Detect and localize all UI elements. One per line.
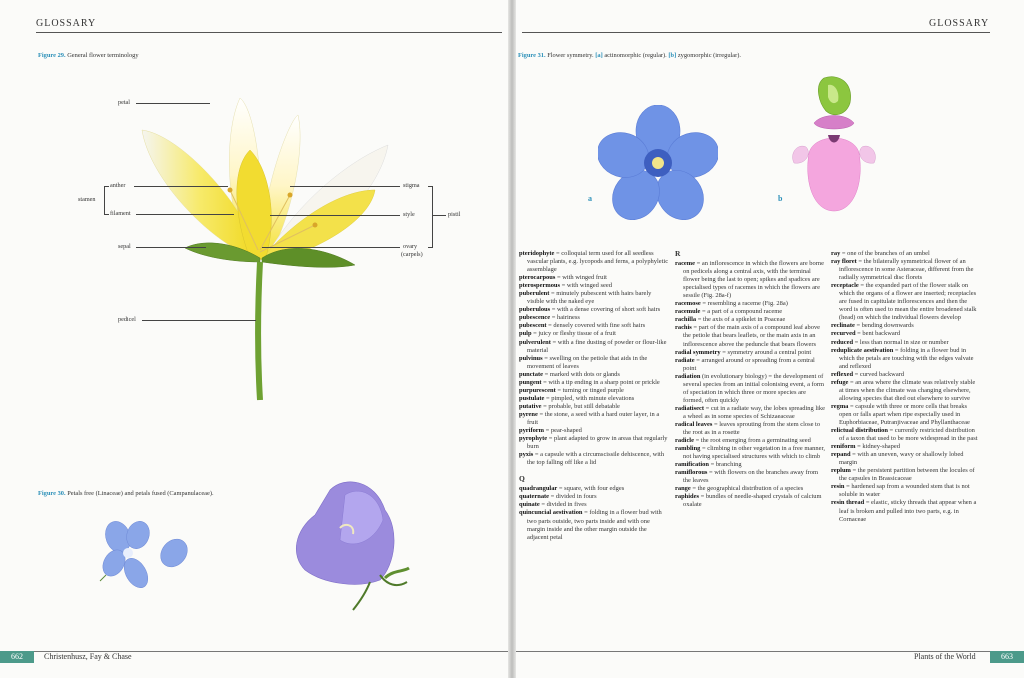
glossary-definition: = the expanded part of the flower stalk on which the organs of a flower are inserted; receptacles are fused in capitulate inflorescences and then the word is often used to mean the entire broadened stalk (head) on which the individual flowers develop	[839, 282, 977, 322]
glossary-term: reduplicate aestivation	[831, 346, 894, 354]
glossary-term: ray floret	[831, 258, 857, 266]
glossary-term: range	[675, 485, 691, 493]
glossary-term: quaternate	[519, 493, 550, 501]
glossary-term: puberulent	[519, 290, 550, 298]
glossary-letter-q: Q	[519, 474, 525, 484]
glossary-entry	[519, 339, 669, 355]
glossary-entry	[831, 347, 981, 371]
glossary-term: pubescent	[519, 322, 547, 330]
glossary-entry	[831, 499, 981, 523]
glossary-definition: = symmetry around a central point	[720, 348, 812, 356]
glossary-definition: = one of the branches of an umbel	[840, 250, 930, 257]
glossary-term: receptacle	[831, 282, 859, 290]
glossary-term: raceme	[675, 260, 696, 268]
glossary-entry	[675, 357, 825, 373]
glossary-entry	[831, 282, 981, 322]
glossary-entry	[675, 405, 825, 421]
label-stamen: stamen	[78, 196, 96, 203]
glossary-entry	[675, 373, 825, 405]
figure30-text: Petals free (Linaceae) and petals fused (Campanulaceae).	[67, 490, 214, 497]
figure31-text-a: actinomorphic (regular).	[604, 52, 667, 59]
glossary-definition: = climbing in other vegetation in a free manner, not having specialised structures with which to climb	[683, 445, 825, 461]
running-head-right: GLOSSARY	[929, 18, 990, 29]
glossary-col1-q-entries	[519, 485, 669, 541]
glossary-entry	[519, 435, 669, 451]
leader-stigma	[290, 186, 400, 187]
glossary-entry	[831, 371, 981, 379]
glossary-term: reflexed	[831, 370, 854, 378]
label-anther: anther	[110, 182, 126, 189]
glossary-definition: = the stone, a seed with a hard outer layer, in a fruit	[527, 410, 660, 426]
glossary-column-1	[519, 250, 669, 542]
label-pistil: pistil	[448, 211, 461, 218]
glossary-definition: = colloquial term used for all seedless vascular plants, e.g. lycopods and ferns, a polyphyletic assemblage	[527, 250, 669, 274]
glossary-entry	[519, 290, 669, 306]
glossary-entry	[519, 485, 669, 493]
glossary-entry	[675, 349, 825, 357]
glossary-entry	[519, 387, 669, 395]
glossary-definition: = with winged fruit	[555, 274, 607, 282]
glossary-term: rambling	[675, 445, 701, 453]
footer-authors: Christenhusz, Fay & Chase	[44, 652, 132, 661]
glossary-entry	[831, 322, 981, 330]
glossary-term: punctate	[519, 370, 543, 378]
glossary-definition: = divided in fours	[549, 493, 597, 501]
glossary-term: pyrene	[519, 410, 538, 418]
glossary-definition: = with a tip ending in a sharp point or prickle	[541, 378, 660, 386]
glossary-entry	[831, 467, 981, 483]
label-ovary: ovary	[403, 243, 418, 250]
glossary-definition: = resembling a raceme (Fig. 28a)	[700, 300, 788, 308]
glossary-definition: = branching	[708, 461, 742, 469]
glossary-definition: = the bilaterally symmetrical flower of an inflorescence in some Asteraceae, different from the radially symmetrical disc florets	[839, 258, 974, 282]
glossary-entry	[519, 379, 669, 387]
glossary-term: purpurescent	[519, 386, 556, 394]
glossary-term: quinate	[519, 501, 540, 509]
glossary-definition: = leaves sprouting from the stem close to the root as in a rosette	[683, 420, 821, 437]
glossary-term: pulverulent	[519, 338, 551, 346]
glossary-entry	[519, 322, 669, 330]
glossary-term: resin thread	[831, 499, 865, 507]
glossary-entry	[519, 427, 669, 435]
glossary-definition: = with a fine dusting of powder or flour-like material	[527, 338, 667, 354]
header-rule-left	[36, 32, 502, 33]
figure31-text-b: zygomorphic (irregular).	[677, 52, 741, 59]
glossary-definition: = with a dense covering of short soft hairs	[550, 306, 661, 314]
glossary-term: quincuncial aestivation	[519, 509, 583, 517]
glossary-definition: = the axis of a spikelet in Poaceae	[696, 316, 786, 324]
glossary-entry	[675, 437, 825, 445]
glossary-entry	[675, 445, 825, 461]
glossary-term: radiate	[675, 356, 695, 364]
glossary-entry	[831, 250, 981, 258]
figure29-text: General flower terminology	[67, 52, 139, 59]
glossary-term: ramiflorous	[675, 469, 708, 477]
glossary-entry	[675, 300, 825, 308]
glossary-entry	[519, 355, 669, 371]
glossary-definition: = square, with four edges	[557, 485, 625, 493]
glossary-definition: = the root emerging from a germinating seed	[693, 437, 811, 445]
glossary-term: pulp	[519, 330, 532, 338]
label-filament: filament	[110, 210, 131, 217]
glossary-definition: = folding in a flower bud with two parts outside, two parts inside and with one margin inside and the other margin outside the adjacent petal	[527, 509, 662, 541]
flower-terminology-illustration	[130, 90, 400, 410]
glossary-definition: = a capsule with a circumscissile dehiscence, with the top falling off like a lid	[527, 451, 665, 467]
glossary-entry	[519, 395, 669, 403]
leader-ovary	[262, 247, 400, 248]
label-sepal: sepal	[118, 243, 131, 250]
figure31-letter-b: b	[778, 194, 783, 203]
glossary-entry	[519, 330, 669, 338]
page-number-left: 662	[0, 651, 34, 663]
glossary-entry	[675, 485, 825, 493]
glossary-entry	[675, 260, 825, 300]
glossary-definition: = densely covered with fine soft hairs	[546, 322, 646, 330]
leader-filament	[136, 214, 234, 215]
glossary-definition: = with winged seed	[560, 282, 612, 290]
glossary-definition: (in evolutionary biology) = the development of several species from an initial colonising event, a form of speciation in which three or more species are formed, often quickly	[683, 372, 825, 404]
glossary-definition: = divided in fives	[539, 501, 587, 509]
figure29-number: Figure 29.	[38, 52, 66, 59]
glossary-entry	[831, 427, 981, 443]
label-carpels: (carpels)	[401, 251, 423, 258]
label-pedicel: pedicel	[118, 316, 136, 323]
glossary-definition: = swelling on the petiole that aids in the movement of leaves	[527, 354, 648, 370]
book-gutter	[508, 0, 516, 678]
glossary-entry	[831, 451, 981, 467]
glossary-term: relictual distribution	[831, 427, 888, 435]
glossary-entry	[519, 282, 669, 290]
glossary-definition: = pear-shaped	[544, 427, 582, 435]
glossary-entry	[519, 411, 669, 427]
glossary-term: pubescence	[519, 314, 551, 322]
glossary-term: puberulous	[519, 306, 551, 314]
glossary-term: resin	[831, 483, 845, 491]
glossary-entry	[831, 443, 981, 451]
running-head-left: GLOSSARY	[36, 18, 97, 29]
leader-pedicel	[142, 320, 256, 321]
glossary-definition: = plant adapted to grow in areas that regularly burn	[527, 435, 668, 451]
glossary-definition: = curved backward	[853, 370, 905, 378]
glossary-definition: = currently restricted distribution of a taxon that used to be more widespread in the past	[839, 427, 978, 443]
glossary-term: refuge	[831, 378, 849, 386]
glossary-term: radiation	[675, 372, 701, 380]
glossary-entry	[519, 509, 669, 541]
actinomorphic-flower-illustration	[598, 105, 718, 220]
glossary-definition: = part of the main axis of a compound leaf above the petiole that bears leaflets, or the main axis in an inflorescence above the peduncle that bears flowers	[683, 324, 821, 348]
glossary-term: putative	[519, 402, 542, 410]
glossary-definition: = the persistent partition between the locules of the capsules in Brassicaceae	[839, 467, 975, 483]
glossary-definition: = cut in a radiate way, the lobes spreading like a wheel as in some species of Schizaeaceae	[683, 404, 825, 420]
glossary-entry	[831, 379, 981, 403]
glossary-definition: = marked with dots or glands	[542, 370, 620, 378]
glossary-entry	[831, 339, 981, 347]
figure29-caption	[38, 52, 139, 59]
glossary-term: pyrophyte	[519, 435, 548, 443]
glossary-entry	[519, 501, 669, 509]
glossary-term: pteridophyte	[519, 250, 555, 257]
glossary-entry	[675, 308, 825, 316]
glossary-definition: = capsule with three or more cells that breaks open or falls apart when ripe especially used in Euphorbiaceae, Putranjivaceae and Phyllanthaceae	[839, 402, 970, 426]
glossary-entry	[519, 250, 669, 274]
glossary-definition: = pimpled, with minute elevations	[544, 394, 635, 402]
glossary-term: rachilla	[675, 316, 697, 324]
glossary-term: pterocarpous	[519, 274, 556, 282]
glossary-term: repand	[831, 451, 851, 459]
glossary-definition: = hairiness	[550, 314, 580, 322]
glossary-term: quadrangular	[519, 485, 558, 493]
header-rule-right	[522, 32, 990, 33]
glossary-term: radical leaves	[675, 420, 713, 428]
zygomorphic-flower-illustration	[784, 73, 884, 218]
glossary-term: pungent	[519, 378, 542, 386]
glossary-term: pyxis	[519, 451, 534, 459]
label-stigma: stigma	[403, 182, 420, 189]
glossary-entry	[519, 314, 669, 322]
glossary-term: racemule	[675, 308, 701, 316]
glossary-term: regma	[831, 402, 849, 410]
glossary-term: radial symmetry	[675, 348, 721, 356]
glossary-definition: = hardened sap from a wounded stem that is not soluble in water	[839, 483, 970, 499]
glossary-definition: = bent backward	[855, 330, 901, 338]
glossary-letter-r: R	[675, 249, 681, 258]
glossary-term: reclinate	[831, 322, 855, 330]
glossary-col1-entries	[519, 250, 669, 467]
glossary-term: racemose	[675, 300, 701, 308]
linaceae-flower-illustration	[96, 515, 196, 595]
glossary-definition: = probable, but still debatable	[541, 402, 620, 410]
campanulaceae-flower-illustration	[285, 470, 415, 615]
bracket-stamen	[104, 186, 105, 214]
figure30-number: Figure 30.	[38, 490, 66, 497]
glossary-definition: = with an uneven, wavy or shallowly lobed margin	[839, 451, 964, 467]
glossary-definition: = minutely pubescent with hairs barely visible with the naked eye	[527, 290, 652, 306]
glossary-entry	[675, 324, 825, 348]
glossary-term: pterospermous	[519, 282, 561, 290]
figure31-label-a: [a]	[595, 52, 603, 59]
figure31-caption	[518, 52, 741, 59]
glossary-term: radiatisect	[675, 404, 704, 412]
glossary-definition: = bundles of needle-shaped crystals of calcium oxalate	[683, 493, 822, 509]
glossary-entry	[831, 403, 981, 427]
figure30-caption	[38, 490, 214, 497]
glossary-term: pustulate	[519, 394, 545, 402]
figure31-letter-a: a	[588, 194, 592, 203]
label-style: style	[403, 211, 415, 218]
figure31-label-b: [b]	[668, 52, 677, 59]
glossary-term: radicle	[675, 437, 694, 445]
glossary-term: ray	[831, 250, 841, 257]
label-petal: petal	[118, 99, 131, 106]
glossary-entry	[519, 493, 669, 501]
glossary-term: rachis	[675, 324, 692, 332]
glossary-term: recurved	[831, 330, 856, 338]
glossary-entry	[675, 316, 825, 324]
glossary-term: raphides	[675, 493, 699, 501]
glossary-term: pyriform	[519, 427, 545, 435]
glossary-definition: = bending downwards	[854, 322, 914, 330]
glossary-definition: = an area where the climate was relatively stable at times when the climate was changing elsewhere, allowing species that died out elsewhere to survive	[839, 378, 976, 402]
figure31-text: Flower symmetry.	[547, 52, 594, 59]
left-page	[0, 0, 508, 678]
glossary-term: ramification	[675, 461, 709, 469]
leader-petal	[136, 103, 210, 104]
glossary-entry	[519, 274, 669, 282]
page-number-right: 663	[990, 651, 1024, 663]
glossary-definition: = an inflorescence in which the flowers are borne on pedicels along a central axis, with the terminal flower being the last to open; spikes and spadices are specialised types of racemes in which the flowers are sessile (Fig. 28a-f)	[683, 260, 824, 300]
glossary-entry	[519, 371, 669, 379]
leader-anther	[134, 186, 228, 187]
glossary-definition: = arranged around or spreading from a central point	[683, 356, 815, 372]
glossary-entry	[519, 403, 669, 411]
glossary-definition: = turning or tinged purple	[555, 386, 624, 394]
glossary-term: pulvinus	[519, 354, 543, 362]
glossary-entry	[831, 258, 981, 282]
glossary-definition: = folding in a flower bud in which the petals are touching with the edges valvate and reflexed	[839, 346, 974, 370]
glossary-definition: = a part of a compound raceme	[700, 308, 783, 316]
glossary-term: replum	[831, 467, 851, 475]
glossary-entry	[675, 469, 825, 485]
glossary-col2-entries	[675, 260, 825, 509]
leader-style	[270, 215, 400, 216]
glossary-entry	[675, 421, 825, 437]
glossary-col3-entries	[831, 250, 981, 524]
footer-title: Plants of the World	[914, 652, 976, 661]
glossary-entry	[831, 483, 981, 499]
bracket-pistil	[432, 186, 433, 248]
glossary-definition: = juicy or fleshy tissue of a fruit	[531, 330, 616, 338]
glossary-column-3	[831, 250, 981, 524]
leader-sepal	[136, 247, 206, 248]
glossary-definition: = elastic, sticky threads that appear when a leaf is broken and pulled into two parts, e.g. in Cornaceae	[839, 499, 977, 523]
glossary-term: reniform	[831, 443, 856, 451]
glossary-definition: = the geographical distribution of a species	[690, 485, 804, 493]
glossary-entry	[675, 493, 825, 509]
glossary-definition: = with flowers on the branches away from the leaves	[683, 469, 818, 485]
glossary-entry	[519, 451, 669, 467]
glossary-entry	[675, 461, 825, 469]
glossary-definition: = kidney-shaped	[855, 443, 900, 451]
glossary-entry	[831, 330, 981, 338]
figure31-number: Figure 31.	[518, 52, 546, 59]
glossary-term: reduced	[831, 338, 854, 346]
glossary-column-2	[675, 250, 825, 510]
glossary-entry	[519, 306, 669, 314]
glossary-definition: = less than normal in size or number	[853, 338, 949, 346]
